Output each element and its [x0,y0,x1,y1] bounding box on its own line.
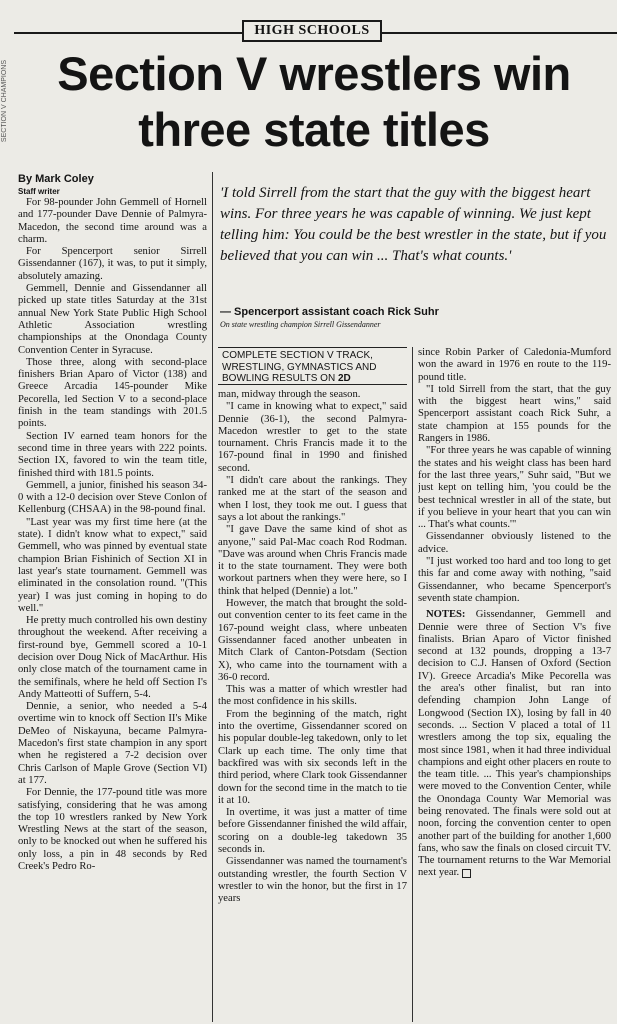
paragraph: From the beginning of the match, right into the overtime, Gissendanner scored on his popular double-leg takedown, only to let Clark up each time. The only time that backfired was with six seconds left in the third period, where Clark took Gissendanner down for the second time in the match to tie it at 10. [218,708,407,806]
headline: Section V wrestlers win three state titles [57,47,571,156]
paragraph: Section IV earned team honors for the second time in three years with 222 points. Section IX, favored to win the team title, finished third with 181.5 points. [18,430,207,479]
side-strip-text: SECTION V CHAMPIONS [1,60,8,143]
article-column-2 [218,389,407,1020]
results-box [218,347,407,385]
paragraph: He pretty much controlled his own destiny throughout the weekend. After receiving a first-round bye, Gemmell scored a 10-1 decision over Doug Nick of MacArthur. His only close match of the tournament came in the semifinals, where he held off Section I's Andy Matteotti of Suffern, 5-4. [18,615,207,700]
paragraph: man, midway through the season. [218,389,361,400]
paragraph: "I gave Dave the same kind of shot as anyone," said Pal-Mac coach Rod Rodman. "Dave was around when Chris Francis made it to the state tournament. They were both workout partners when they were here, so I think that helped (Dennie) a lot." [218,524,407,597]
paragraph: Gemmell, Dennie and Gissendanner all picked up state titles Saturday at the 31st annual New York State Public High School Athletic Association wrestling championships at the Onondaga County Convention Center in Syracuse. [18,283,207,356]
paragraph: Dennie, a senior, who needed a 5-4 overtime win to knock off Section II's Mike DeMeo of Niskayuna, became Palmyra-Macedon's first state champion in any sport when he registered a 7-2 decision over Chris Carlson of Maple Grove (Section VI) at 177. [18,701,207,786]
end-mark-icon [462,869,471,878]
paragraph: Gemmell, a junior, finished his season 34-0 with a 12-0 decision over Steve Conlon of Kellenburg (CHSAA) in the 98-pound final. [18,479,207,516]
side-strip [0,0,10,1024]
quote-attribution: — Spencerport assistant coach Rick Suhr [220,306,439,318]
paragraph: "I came in knowing what to expect," said Dennie (36-1), the second Palmyra-Macedon wrestler to get to the state tournament. Chris Francis made it to the 167-pound final in 1990 and finished second. [218,401,407,474]
paragraph: since Robin Parker of Caledonia-Mumford won the award in 1976 en route to the 119-pound title. [418,347,611,383]
paragraph: For Dennie, the 177-pound title was more satisfying, considering that he was among the top 10 wrestlers ranked by New York Wrestling News at the start of the season, only to be knocked out when he suffered his only loss, a pin in 48 seconds by Red Creek's Pedro Ro- [18,787,207,873]
paragraph: "Last year was my first time here (at the state). I didn't know what to expect," said Gemmell, who was pinned by eventual state champion Brian Fishinich of Section XI in last year's state tournament. Gemmell was eliminated in the consolation round. "(This year) I was just coming in hoping to do well." [18,516,207,614]
article-column-1 [18,172,207,1022]
paragraph: Gissendanner was named the tournament's outstanding wrestler, the fourth Section V wrestler to win the honor, but the first in 17 years [218,856,407,905]
section-tag: HIGH SCHOOLS [242,20,382,42]
column-rule [212,172,213,1022]
byline-credit: Staff writer [18,187,60,196]
paragraph: Gissendanner obviously listened to the advice. [418,531,611,555]
paragraph: "I didn't care about the rankings. They ranked me at the start of the season and when I lost, they took me out. I guess that says a lot about the rankings." [218,475,407,523]
column-rule [412,347,413,1022]
paragraph: However, the match that brought the sold-out convention center to its feet came in the 167-pound weight class, where unbeaten Gissendanner faced another unbeaten in Mitch Clark of Canton-Potsdam (Section X), who came into the tournament with a 36-0 record. [218,598,407,683]
paragraph: "I just worked too hard and too long to get this far and come away with nothing, "said Gissendanner, who became Spencerport's seventh state champion. [418,556,611,604]
paragraph: This was a matter of which wrestler had the most confidence in his skills. [218,684,407,708]
paragraph: In overtime, it was just a matter of time before Gissendanner finished the wild affair, scoring on a double-leg takedown 35 seconds in. [218,807,407,855]
results-box-page: 2D [337,373,351,384]
paragraph: Those three, along with second-place finishers Brian Aparo of Victor (138) and Greece Arcadia 145-pounder Mike Pecorella, led Section V to a second-place finish in the team standings with 201.5 points. [18,356,207,430]
notes-text: Gissendanner, Gemmell and Dennie were three of Section V's five finalists. Brian Aparo of Victor finished second at 132 pounds, dropping a 13-7 decision to C.J. Hansen of Oxford (Section IV). Greece Arcadia's Mike Pecorella was the area's other finalist, but ran into defending champion John Lange of Longwood (Section IX), losing by fall in 40 seconds. ... Section V placed a total of 11 wrestlers among the top six, equaling the most since 1981, when it had three individual champions and eight other placers en route to the team title. ... This year's championships were moved to the Convention Center, while the Onondaga County War Memorial was being renovated. The finals were sold out at noon, forcing the convention center to open another part of the building for another 1,600 fans, who saw the finals on closed circuit TV. The tournament returns to the War Memorial next year. [418,609,611,879]
results-box-text: COMPLETE SECTION V TRACK, WRESTLING, GYMNASTICS AND BOWLING RESULTS ON [222,350,377,384]
pull-quote: 'I told Sirrell from the start that the guy with the biggest heart wins. For three years he was capable of winning. We just kept telling him: You could be the best wrestler in the state, but if you believed that you can win ... That's what counts.' [220,185,607,264]
paragraph: For Spencerport senior Sirrell Gissendanner (167), it was, to put it simply, absolutely amazing. [18,246,207,282]
paragraph: "For three years he was capable of winning the states and his weight class has been hard for the last three years," Suhr said, "But we just kept on telling him, 'you could be the best technical wrestler in all of the state, but if you believe in your heart that you can win ... That's what counts.'" [418,445,611,531]
paragraph: "I told Sirrell from the start, that the guy with the biggest heart wins," said Spencerport assistant coach Rick Suhr, a state champion at 155 pounds for the Rangers in 1986. [418,383,611,445]
notes-label: NOTES: [426,609,466,621]
notes-paragraph [418,609,611,880]
quote-attribution-sub: On state wrestling champion Sirrell Gissendanner [220,320,381,329]
paragraph: For 98-pounder John Gemmell of Hornell and 177-pounder Dave Dennie of Palmyra-Macedon, the second time around was a charm. [18,197,207,245]
article-column-3 [418,347,611,1022]
byline: By Mark Coley [18,173,94,185]
